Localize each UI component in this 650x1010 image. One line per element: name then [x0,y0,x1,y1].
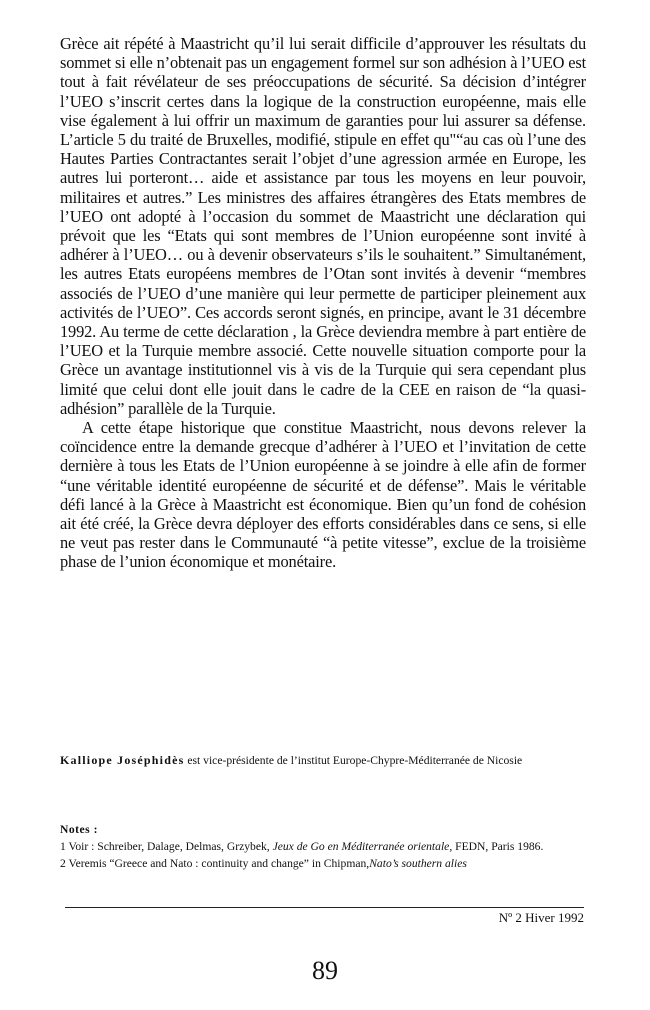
author-description: est vice-présidente de l’institut Europe-Chypre-Méditerranée de Nicosie [184,754,523,767]
footnote-1-text: 1 Voir : Schreiber, Dalage, Delmas, Grzybek, [60,839,273,853]
footnote-2-title: Nato’s southern alies [369,856,467,870]
page-number: 89 [312,956,338,985]
footer-rule [65,907,584,908]
footnote-2 [60,856,586,873]
author-name: Kalliope Joséphidès [60,753,185,767]
footnote-1 [60,839,586,856]
paragraph-1: Grèce ait répété à Maastricht qu’il lui serait difficile d’approuver les résultats du sommet si elle n’obtenait pas un engagement formel sur son adhésion à l’UEO est tout à fait révélateur de ses préoccupations de sécurité. Sa décision d’intégrer l’UEO s’inscrit certes dans la logique de la construction européenne, mais elle vise également à lui offrir un maximum de garanties pour lui assurer sa défense. L’article 5 du traité de Bruxelles, modifié, stipule en effet qu"“au cas où l’une des Hautes Parties Contractantes serait l’objet d’une agression armée en Europe, les autres lui porteront… aide et assistance par tous les moyens en leur pouvoir, militaires et autres.” Les ministres des affaires étrangères des Etats membres de l’UEO ont adopté à l’occasion du sommet de Maastricht une déclaration qui prévoit que les “Etats qui sont membres de l’Union européenne sont invité à adhérer à l’UEO… ou à devenir observateurs s’ils le souhaitent.” Simultanément, les autres Etats européens membres de l’Otan sont invités à devenir “membres associés de l’UEO d’une manière qui leur permette de participer pleinement aux activités de l’UEO”. Ces accords seront signés, en principe, avant le 31 décembre 1992. Au terme de cette déclaration , la Grèce deviendra membre à part entière de l’UEO et la Turquie membre associé. Cette nouvelle situation comporte pour la Grèce un avantage institutionnel vis à vis de la Turquie qui sera cependant plus limité que celui dont elle jouit dans le cadre de la CEE en raison de “la quasi-adhésion” parallèle de la Turquie. [60,34,586,418]
article-body [60,34,586,572]
paragraph-2: A cette étape historique que constitue Maastricht, nous devons relever la coïncidence entre la demande grecque d’adhérer à l’UEO et l’invitation de cette dernière à tous les Etats de l’Union européenne à se joindre à elle afin de former “une véritable identité européenne de sécurité et de défense”. Mais le véritable défi lancé à la Grèce à Maastricht est économique. Bien qu’un fond de cohésion ait été créé, la Grèce devra déployer des efforts considérables dans ce sens, si elle ne veut pas rester dans le Communauté “à petite vitesse”, exclue de la troisième phase de l’union économique et monétaire. [60,418,586,572]
footnote-2-text: 2 Veremis “Greece and Nato : continuity and change” in Chipman, [60,856,370,870]
footnotes [60,822,586,872]
footnote-1-title: Jeux de Go en Méditerranée orientale [272,839,450,853]
issue-label: Nº 2 Hiver 1992 [498,910,584,925]
notes-title: Notes : [60,823,98,836]
footnote-1-suffix: , FEDN, Paris 1986. [449,839,544,853]
author-bio [60,752,586,769]
